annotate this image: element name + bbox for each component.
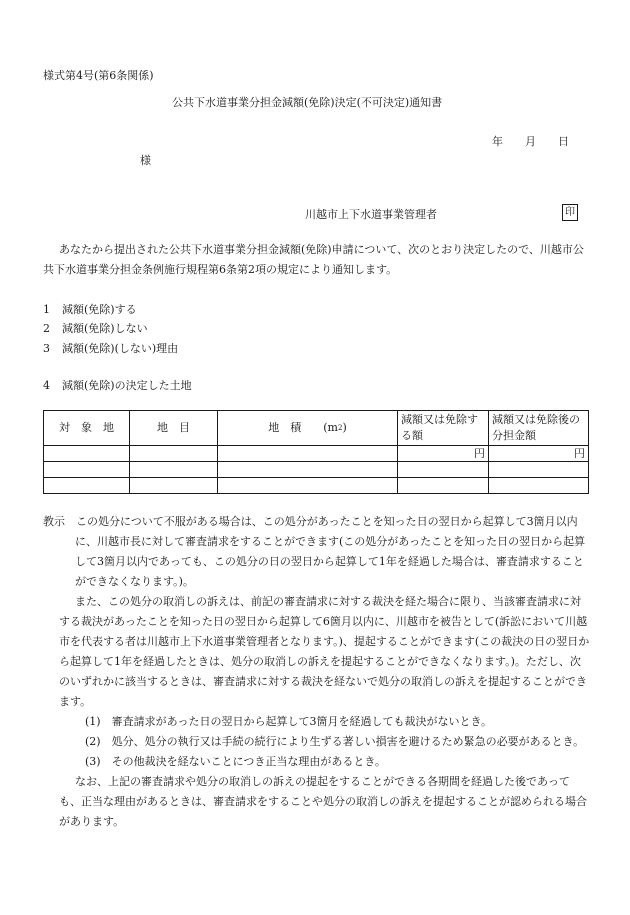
list-item xyxy=(43,302,137,317)
table-cell xyxy=(218,446,398,462)
table-cell xyxy=(489,462,589,478)
table-row xyxy=(44,462,589,478)
list-item xyxy=(43,378,192,393)
addressee-suffix: 様 xyxy=(140,154,151,167)
table-cell xyxy=(218,478,398,494)
land-table xyxy=(43,410,589,494)
notice-case-1: (1) 審査請求があった日の翌日から起算して3箇月を経過しても裁決がないとき。 xyxy=(85,715,493,728)
table-header-row xyxy=(44,411,589,446)
appeal-notice xyxy=(43,512,591,832)
item-number: 4 xyxy=(43,379,50,392)
table-cell xyxy=(44,462,130,478)
item-text: 減額(免除)する xyxy=(62,303,137,316)
item-text: 減額(免除)(しない)理由 xyxy=(62,342,179,355)
table-row xyxy=(44,446,589,462)
table-cell xyxy=(130,462,218,478)
header-area xyxy=(218,411,398,446)
table-cell-currency: 円 xyxy=(489,446,589,462)
table-cell xyxy=(130,446,218,462)
header-land-category: 地 目 xyxy=(130,411,218,446)
notice-label: 教示 xyxy=(43,515,65,528)
table-cell xyxy=(218,462,398,478)
table-cell xyxy=(398,478,489,494)
notice-paragraph-3: なお、上記の審査請求や処分の取消しの訴えの提起をすることができる各期間を経過した後であっても、正当な理由があるときは、審査請求をすることや処分の取消しの訴えを提起することが認められる場合があります。 xyxy=(59,775,587,828)
issuer-name: 川越市上下水道事業管理者 xyxy=(305,208,437,221)
item-number: 1 xyxy=(43,303,50,316)
form-number: 様式第4号(第6条関係) xyxy=(43,69,154,82)
document-title: 公共下水道事業分担金減額(免除)決定(不可決定)通知書 xyxy=(172,96,443,109)
header-area-unit: $(m^2)$ xyxy=(323,421,347,434)
item-number: 3 xyxy=(43,342,50,355)
table-cell xyxy=(489,478,589,494)
header-site: 対 象 地 xyxy=(44,411,130,446)
header-area-label: 地 積 xyxy=(268,421,302,434)
table-cell-currency: 円 xyxy=(398,446,489,462)
seal-mark: 印 xyxy=(562,204,578,221)
list-item xyxy=(43,341,178,356)
notice-case-2: (2) 処分、処分の執行又は手続の続行により生ずる著しい損害を避けるため緊急の必要があるとき。 xyxy=(85,735,585,748)
table-row xyxy=(44,478,589,494)
notice-paragraph-1: この処分について不服がある場合は、この処分があったことを知った日の翌日から起算して3箇月以内に、川越市長に対して審査請求をすることができます(この処分があったことを知った日の翌日から起算して3箇月以内であっても、この処分の日の翌日から起算して1年を経過した場合は、審査請求することができなくなります。)。 xyxy=(75,515,586,588)
notice-case-3: (3) その他裁決を経ないことにつき正当な理由があるとき。 xyxy=(85,755,386,768)
item-text: 減額(免除)の決定した土地 xyxy=(62,379,192,392)
intro-paragraph: あなたから提出された公共下水道事業分担金減額(免除)申請について、次のとおり決定したので、川越市公共下水道事業分担金条例施行規程第6条第2項の規定により通知します。 xyxy=(43,243,584,276)
notice-paragraph-2: また、この処分の取消しの訴えは、前記の審査請求に対する裁決を経た場合に限り、当該審査請求に対する裁決があったことを知った日の翌日から起算して6箇月以内に、川越市を被告として(訴訟において川越市を代表する者は川越市上下水道事業管理者となります。)、提起することができます(この裁決の日の翌日から起算して1年を経過したときは、処分の取消しの訴えを提起することができなくなります。)。ただし、次のいずれかに該当するときは、審査請求に対する裁決を経ないで処分の取消しの訴えを提起することができます。 xyxy=(59,595,590,708)
table-cell xyxy=(44,446,130,462)
item-number: 2 xyxy=(43,322,50,335)
date-line: 年 月 日 xyxy=(492,135,569,148)
table-cell xyxy=(398,462,489,478)
item-text: 減額(免除)しない xyxy=(62,322,148,335)
table-cell xyxy=(44,478,130,494)
header-reduction-amount: 減額又は免除する額 xyxy=(398,411,489,446)
table-cell xyxy=(130,478,218,494)
header-amount-after: 減額又は免除後の分担金額 xyxy=(489,411,589,446)
list-item xyxy=(43,321,148,336)
